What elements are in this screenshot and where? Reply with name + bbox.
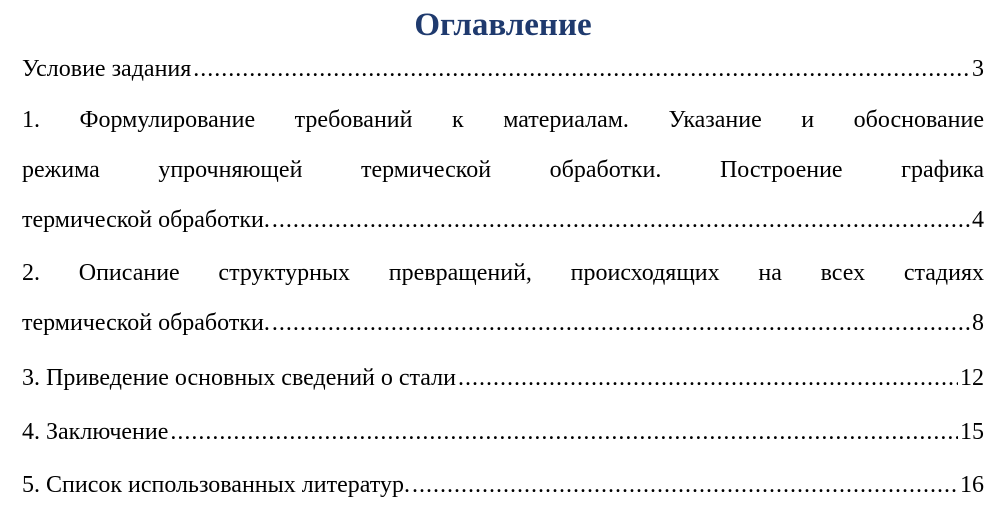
toc-entry-title[interactable]: 4. Заключение [22,419,169,445]
toc-entry-section-5[interactable] [22,460,984,510]
toc-entry-title[interactable]: термической обработки. [22,207,270,233]
toc-page-number[interactable]: 3 [972,56,984,82]
toc-entry-text-line: 2. Описание структурных превращений, происходящих на всех стадиях [22,260,984,286]
toc-page-number[interactable]: 12 [960,365,984,391]
toc-entry-section-2[interactable] [22,248,984,348]
toc-entry-title[interactable]: 3. Приведение основных сведений о стали [22,365,456,391]
toc-entry-text-line: режима упрочняющей термической обработки. Построение графика [22,157,984,183]
toc-entry-text-line: 1. Формулирование требований к материалам. Указание и обоснование [22,107,984,133]
toc-entry-title[interactable]: 5. Список использованных литератур. [22,472,410,498]
toc-entry-line [22,353,984,403]
dot-leader [170,407,958,457]
dot-leader [458,353,958,403]
toc-entry-title[interactable]: термической обработки. [22,310,270,336]
toc-page [22,0,984,529]
toc-title: Оглавление [414,7,592,43]
toc-entry-section-3[interactable] [22,353,984,403]
toc-page-number[interactable]: 16 [960,472,984,498]
toc-page-number[interactable]: 15 [960,419,984,445]
toc-entry-line [22,298,984,348]
toc-entry-line [22,407,984,457]
toc-entry-line [22,44,984,94]
toc-page-number[interactable]: 8 [972,310,984,336]
toc-entry-conditions[interactable] [22,44,984,94]
toc-entry-title[interactable]: Условие задания [22,56,192,82]
toc-entry-line [22,460,984,510]
toc-entry-section-4[interactable] [22,407,984,457]
toc-page-number[interactable]: 4 [972,207,984,233]
dot-leader [412,460,958,510]
toc-entry-section-1[interactable] [22,95,984,245]
dot-leader [272,298,970,348]
dot-leader [193,44,970,94]
toc-entry-line [22,195,984,245]
dot-leader [272,195,970,245]
